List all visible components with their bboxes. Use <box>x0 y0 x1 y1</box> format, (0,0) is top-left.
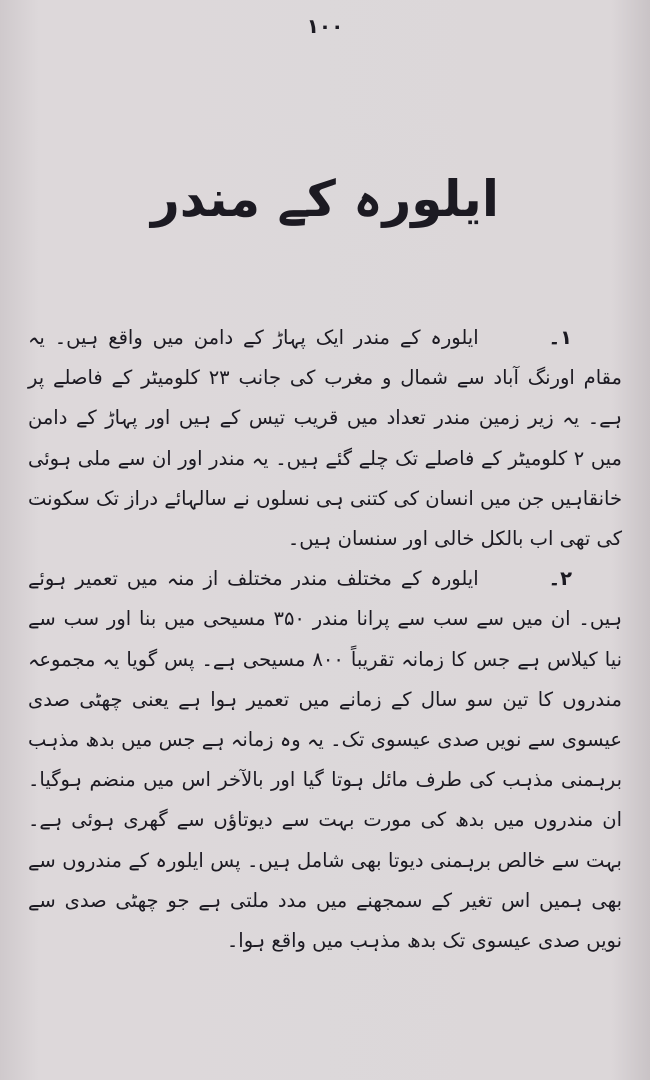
chapter-title: ایلورہ کے مندر <box>151 170 499 228</box>
paragraph <box>28 318 622 559</box>
page-number: ۱۰۰ <box>306 14 344 38</box>
paragraph-text: ایلورہ کے مختلف مندر مختلف از منہ میں تعمیر ہوئے ہیں۔ ان میں سے سب سے پرانا مندر ۳۵۰ مسیحی میں بنا اور سب سے نیا کیلاس ہے جس کا زمانہ تقریباً ۸۰۰ مسیحی ہے۔ پس گویا یہ مجموعہ مندروں کا تین سو سال کے زمانے میں تعمیر ہوا ہے یعنی چھٹی صدی عیسوی سے نویں صدی عیسوی تک۔ یہ وہ زمانہ ہے جس میں بدھ مذہب برہمنی مذہب کی طرف مائل ہوتا گیا اور بالآخر اس میں منضم ہوگیا۔ ان مندروں میں بدھ کی مورت بہت سے دیوتاؤں سے گھری ہوئی ہے۔ بہت سے خالص برہمنی دیوتا بھی شامل ہیں۔ پس ایلورہ کے مندروں سے بھی ہمیں اس تغیر کے سمجھنے میں مدد ملتی ہے جو چھٹی صدی سے نویں صدی عیسوی تک بدھ مذہب میں واقع ہوا۔ <box>28 567 623 953</box>
paragraph-number: ۱۔ <box>548 326 572 349</box>
body-text <box>28 318 622 961</box>
paragraph-number: ۲۔ <box>548 567 572 591</box>
paragraph <box>28 559 622 961</box>
paragraph-text: ایلورہ کے مندر ایک پہاڑ کے دامن میں واقع ہیں۔ یہ مقام اورنگ آباد سے شمال و مغرب کی جانب ۲۳ کلومیٹر کے فاصلے پر ہے۔ یہ زیر زمین مندر تعداد میں قریب تیس کے ہیں اور پہاڑ کے دامن میں ۲ کلومیٹر کے فاصلے تک چلے گئے ہیں۔ یہ مندر اور ان سے ملی ہوئی خانقاہیں جن میں انسان کی کتنی ہی نسلوں نے سالہائے دراز تک سکونت کی تھی اب بالکل خالی اور سنسان ہیں۔ <box>28 326 623 551</box>
